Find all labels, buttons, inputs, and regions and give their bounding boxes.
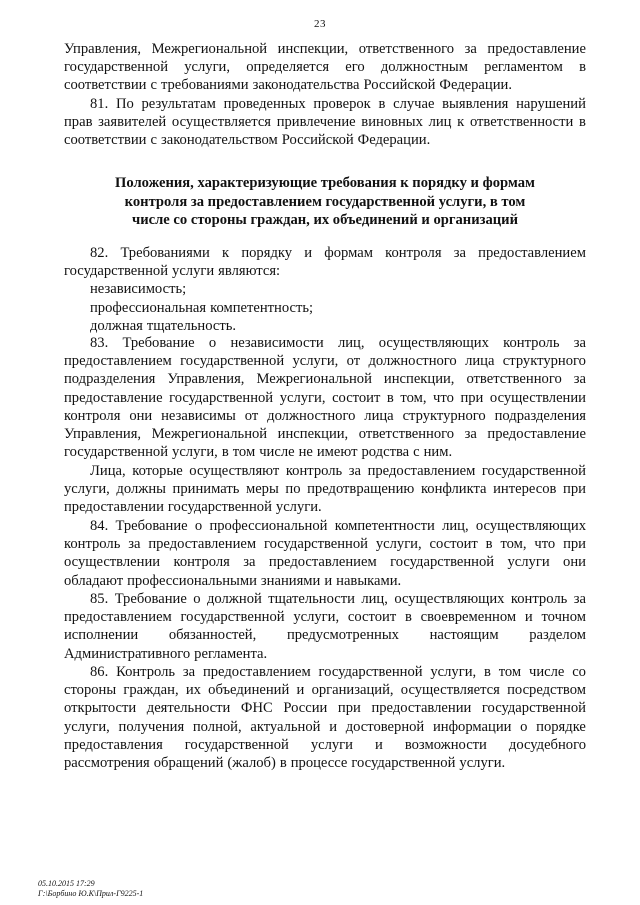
word: 83. xyxy=(90,335,109,351)
word: проведенных xyxy=(223,96,306,112)
word: в xyxy=(484,664,491,680)
word: проверок xyxy=(313,96,371,112)
word: государственной xyxy=(64,59,169,76)
word: должностного xyxy=(368,353,457,370)
text-line xyxy=(64,95,586,113)
text-line xyxy=(64,681,586,699)
word: деятельности xyxy=(146,700,231,717)
word: своевременном xyxy=(420,609,517,626)
word: 84. xyxy=(90,518,109,534)
text-line xyxy=(64,754,586,772)
word: с xyxy=(150,77,157,94)
word: со xyxy=(572,664,586,680)
word: за xyxy=(464,41,477,57)
word: услуги, xyxy=(375,536,422,553)
word: в xyxy=(221,444,229,461)
text-line xyxy=(64,498,586,516)
word: осуществляется xyxy=(171,114,272,131)
word: государственной xyxy=(390,554,495,571)
word: Контроль xyxy=(116,664,176,680)
text-line xyxy=(64,334,586,352)
word: возможности xyxy=(404,736,487,753)
word: порядку xyxy=(241,245,293,261)
word: определяется xyxy=(246,59,330,76)
word: прав xyxy=(64,114,93,131)
word: получения xyxy=(118,718,185,735)
word: родства xyxy=(361,444,410,461)
word: за xyxy=(464,425,477,442)
word: Межрегиональной xyxy=(151,41,268,57)
text-line xyxy=(64,389,586,407)
paragraph-82 xyxy=(64,244,586,335)
word: привлечение xyxy=(276,114,356,131)
text-line xyxy=(64,113,586,131)
word: должны xyxy=(116,481,166,498)
word: контроля xyxy=(385,245,442,261)
word: разделом xyxy=(529,627,586,644)
paragraph-85 xyxy=(64,590,586,663)
word: Федерации. xyxy=(439,77,512,94)
word: знаниями xyxy=(260,572,321,589)
word: контроль xyxy=(510,591,568,607)
word: с xyxy=(150,132,157,149)
word: выявления xyxy=(442,96,509,112)
word: инспекции, xyxy=(277,425,349,442)
paragraph-86 xyxy=(64,663,586,772)
paragraph-81 xyxy=(64,95,586,150)
word: осуществляющих xyxy=(475,518,586,534)
word: и xyxy=(524,609,533,626)
word: 85. xyxy=(90,591,109,607)
word: Требование xyxy=(122,335,195,351)
footer-timestamp: 05.10.2015 17:29 xyxy=(38,879,95,888)
word: должностного xyxy=(267,407,356,424)
word: осуществлении xyxy=(489,389,586,406)
word: настоящим xyxy=(429,627,499,644)
word: Управления, xyxy=(64,425,142,442)
word: актуальной xyxy=(250,718,321,735)
word: его xyxy=(345,59,365,76)
word: ответственного xyxy=(358,41,455,57)
word: государственной xyxy=(180,353,285,370)
list-item xyxy=(64,299,586,317)
word: Требование xyxy=(115,518,188,534)
word: регламентом xyxy=(484,59,563,76)
word: в xyxy=(485,536,493,553)
word: услуги, xyxy=(293,609,340,626)
word: ответственности xyxy=(469,114,574,131)
word: от xyxy=(346,353,361,370)
text-line xyxy=(64,699,586,717)
word: меры xyxy=(245,481,279,498)
text-line xyxy=(64,718,586,736)
word: структурного xyxy=(502,353,586,370)
word: состоит xyxy=(332,389,381,406)
word: принимать xyxy=(172,481,240,498)
word: порядке xyxy=(536,718,586,735)
word: услуги, xyxy=(64,718,110,735)
word: государственной xyxy=(184,736,289,753)
word: услуги xyxy=(172,263,215,280)
word: предоставление xyxy=(487,425,586,442)
word: контроля xyxy=(173,554,230,571)
word: за xyxy=(573,335,586,351)
word: государственной xyxy=(169,389,274,406)
text-line xyxy=(64,370,586,388)
word: случае xyxy=(393,96,435,112)
word: они xyxy=(563,554,586,571)
word: услуги, xyxy=(172,444,218,461)
word: том xyxy=(232,444,256,461)
word: профессиональной xyxy=(209,518,328,534)
word: которые xyxy=(132,463,183,479)
word: независимость; xyxy=(90,281,187,298)
footer-stamp xyxy=(38,879,143,898)
word: и xyxy=(375,736,383,753)
word: о xyxy=(208,335,217,351)
word: предоставлением xyxy=(64,353,172,370)
word: в xyxy=(279,754,287,771)
word: Управления, xyxy=(167,371,245,388)
word: независимы xyxy=(161,407,236,424)
word: услуги. xyxy=(459,754,506,771)
word: Лица, xyxy=(90,463,126,479)
word: о xyxy=(194,518,203,534)
word: что xyxy=(433,389,454,406)
word: граждан, xyxy=(123,682,179,699)
word: Требование xyxy=(114,591,187,607)
word: Российской xyxy=(281,132,354,149)
word: подразделения xyxy=(494,407,586,424)
word: при xyxy=(563,536,586,553)
word: имеют xyxy=(316,444,358,461)
word: за xyxy=(573,591,586,607)
word: услуги, xyxy=(184,59,231,76)
word: в xyxy=(386,389,394,406)
word: с xyxy=(413,444,420,461)
text-line xyxy=(64,76,586,94)
word: компетентности xyxy=(334,518,435,534)
word: структурного xyxy=(402,407,486,424)
paragraph-persons xyxy=(64,462,586,517)
word: услуги, xyxy=(430,664,477,680)
word: стороны xyxy=(64,682,117,699)
word: рассмотрения xyxy=(64,754,150,771)
word: лица xyxy=(364,407,394,424)
word: услуги xyxy=(507,554,550,571)
word: предоставления xyxy=(64,736,163,753)
word: предотвращению xyxy=(307,481,415,498)
word: состоит xyxy=(347,609,397,626)
word: требованиями xyxy=(160,77,249,94)
word: и xyxy=(296,682,305,699)
page-number: 23 xyxy=(314,18,326,30)
text-line xyxy=(64,480,586,498)
word: Административного xyxy=(64,645,191,662)
word: услуги, xyxy=(292,353,339,370)
text-line xyxy=(64,131,586,149)
word: результатам xyxy=(141,96,216,112)
word: к xyxy=(222,245,230,261)
paragraph-84 xyxy=(64,517,586,590)
text-line xyxy=(64,553,586,571)
word: при xyxy=(337,700,361,717)
text-line xyxy=(64,736,586,754)
word: 82. xyxy=(90,245,109,261)
word: и xyxy=(329,718,337,735)
word: о xyxy=(193,591,201,607)
word: полной, xyxy=(192,718,242,735)
word: и xyxy=(324,572,333,589)
word: предоставлением xyxy=(202,664,311,680)
word: По xyxy=(115,96,134,112)
word: лица xyxy=(465,353,495,370)
text-line xyxy=(64,517,586,535)
word: открытости xyxy=(64,700,137,717)
word: Федерации. xyxy=(357,132,431,149)
word: государственной xyxy=(263,536,368,553)
heading-line: числе со стороны граждан, их объединений и организаций xyxy=(131,212,518,229)
word: лиц, xyxy=(361,591,388,607)
word: услуги. xyxy=(275,499,322,516)
word: досудебного xyxy=(508,736,586,753)
word: навыками. xyxy=(336,572,402,589)
word: ответственного xyxy=(358,425,455,442)
word: предоставление xyxy=(487,41,586,57)
word: России xyxy=(283,700,328,717)
word: предоставлением xyxy=(64,609,172,626)
word: услуги, xyxy=(64,481,110,498)
text-line xyxy=(64,572,586,590)
word: организаций, xyxy=(311,682,394,699)
word: осуществляют xyxy=(189,463,280,479)
word: осуществлении xyxy=(64,554,161,571)
text-line xyxy=(64,645,586,663)
text-line xyxy=(64,262,586,280)
text-line xyxy=(64,443,586,461)
word: достоверной xyxy=(345,718,425,735)
word: контроль xyxy=(503,335,560,351)
word: предоставлении xyxy=(64,499,164,516)
word: законодательством xyxy=(160,132,278,149)
word: независимости xyxy=(230,335,324,351)
word: Межрегиональной xyxy=(151,425,268,442)
word: государственной xyxy=(481,700,586,717)
word: являются: xyxy=(218,263,281,280)
word: за xyxy=(128,536,141,553)
word: осуществляющих xyxy=(394,591,505,607)
word: формам xyxy=(324,245,373,261)
text-line xyxy=(64,407,586,425)
word: Управления, xyxy=(64,41,142,57)
text-line xyxy=(64,425,586,443)
word: процессе xyxy=(290,754,348,771)
text-line xyxy=(64,608,586,626)
word: ним. xyxy=(423,444,453,461)
word: от xyxy=(244,407,259,424)
word: числе xyxy=(259,444,295,461)
paragraph-continuation xyxy=(64,40,586,95)
word: 86. xyxy=(90,664,109,680)
word: должной xyxy=(207,591,262,607)
word: и xyxy=(304,245,313,261)
word: посредством xyxy=(507,682,586,699)
word: нарушений xyxy=(516,96,586,112)
text-line xyxy=(64,40,586,58)
word: за xyxy=(243,554,256,571)
word: профессиональными xyxy=(127,572,257,589)
list-item xyxy=(64,280,586,298)
word: предусмотренных xyxy=(286,627,399,644)
word: интересов xyxy=(493,481,557,498)
word: заявителей xyxy=(98,114,167,131)
word: о xyxy=(520,718,528,735)
word: обращений xyxy=(153,754,224,771)
footer-file-path: Г:\Борбино Ю.К\Прил-Г9225-1 xyxy=(38,888,144,898)
word: предоставлением xyxy=(148,536,257,553)
word: числе xyxy=(528,664,565,680)
word: объединений xyxy=(208,682,290,699)
word: должная xyxy=(90,317,143,334)
text-line xyxy=(64,58,586,76)
word: регламента. xyxy=(194,645,268,662)
word: осуществляется xyxy=(400,682,500,699)
word: услуги xyxy=(310,736,353,753)
text-line xyxy=(64,626,586,644)
word: при xyxy=(460,389,484,406)
word: их xyxy=(185,682,201,699)
word: предоставлением xyxy=(478,245,586,261)
word: государственной xyxy=(318,664,423,680)
word: подразделения xyxy=(64,371,156,388)
word: ФНС xyxy=(240,700,273,717)
word: в xyxy=(404,609,412,626)
word: том xyxy=(498,664,522,680)
word: не xyxy=(298,444,313,461)
word: исполнении xyxy=(64,627,139,644)
word: за xyxy=(453,245,466,261)
word: тщательность. xyxy=(146,317,237,334)
word: государственной xyxy=(167,499,272,516)
word: государственной xyxy=(64,444,169,461)
word: лиц, xyxy=(442,518,469,534)
word: виновных xyxy=(361,114,423,131)
heading-line: контроля за предоставлением государственной услуги, в том xyxy=(124,193,526,210)
word: предоставлением xyxy=(367,463,476,479)
word: предоставление xyxy=(64,389,163,406)
word: за xyxy=(573,371,586,388)
word: услуги, xyxy=(279,389,326,406)
text-line xyxy=(64,244,586,262)
word: обязанностей, xyxy=(168,627,257,644)
word: инспекции, xyxy=(383,371,455,388)
word: в xyxy=(579,114,586,131)
word: при xyxy=(563,481,586,498)
word: состоит xyxy=(429,536,478,553)
word: информации xyxy=(432,718,512,735)
word: должностным xyxy=(380,59,468,76)
word: Российской xyxy=(363,77,436,94)
word: (жалоб) xyxy=(227,754,276,771)
word: предоставлением xyxy=(268,554,377,571)
list-item xyxy=(64,317,586,335)
word: осуществляющих xyxy=(378,335,489,351)
word: лиц xyxy=(428,114,452,131)
text-line xyxy=(64,590,586,608)
word: в xyxy=(378,96,386,112)
word: государственной xyxy=(64,263,169,280)
heading-line: Положения, характеризующие требования к порядку и формам xyxy=(115,175,535,191)
word: государственной xyxy=(351,754,456,771)
paragraph-83 xyxy=(64,334,586,461)
word: 81. xyxy=(90,96,109,112)
word: что xyxy=(534,536,556,553)
word: государственной xyxy=(180,609,285,626)
word: контроля xyxy=(64,407,121,424)
word: соответствии xyxy=(64,132,147,149)
word: предоставлении xyxy=(371,700,472,717)
word: том, xyxy=(400,389,427,406)
text-line xyxy=(64,462,586,480)
word: в xyxy=(579,59,586,76)
text-line xyxy=(64,663,586,681)
word: ответственного xyxy=(466,371,562,388)
word: тщательности xyxy=(268,591,355,607)
word: законодательства xyxy=(252,77,360,94)
word: соответствии xyxy=(64,77,147,94)
word: компетентность; xyxy=(210,299,314,316)
word: контроль xyxy=(64,536,121,553)
word: обладают xyxy=(64,572,124,589)
word: профессиональная xyxy=(90,299,207,316)
word: по xyxy=(285,481,301,498)
word: они xyxy=(129,407,153,424)
word: государственной xyxy=(481,463,586,479)
word: том, xyxy=(500,536,527,553)
text-line xyxy=(64,352,586,370)
word: к xyxy=(457,114,465,131)
word: Требованиями xyxy=(120,245,210,261)
word: конфликта xyxy=(420,481,487,498)
word: контроль xyxy=(285,463,343,479)
word: лиц, xyxy=(337,335,365,351)
section-heading xyxy=(64,174,586,230)
word: Межрегиональной xyxy=(256,371,372,388)
word: точном xyxy=(541,609,586,626)
text-line xyxy=(64,535,586,553)
word: за xyxy=(348,463,361,479)
word: за xyxy=(182,664,196,680)
word: инспекции, xyxy=(277,41,349,57)
